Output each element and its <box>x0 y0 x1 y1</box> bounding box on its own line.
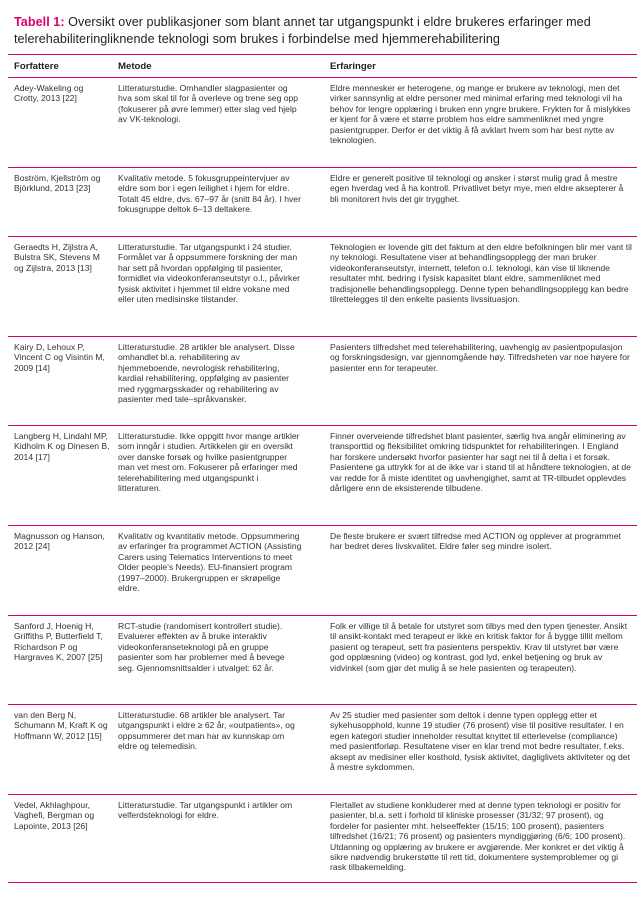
experience-cell: De fleste brukere er svært tilfredse med ACTION og opplever at programmet har bedret deres livskvalitet. Eldre føler seg mindre isolert. <box>316 526 637 616</box>
method-cell: Kvalitativ og kvantitativ metode. Oppsummering av erfaringer fra programmet ACTION (Assisting Carers using Telematics Interventions to meet Older people's Needs). EU-finansiert program (1997–2000). Brukergruppen er skrøpelige eldre. <box>112 526 316 616</box>
author-cell: Langberg H, Lindahl MP, Kidholm K og Dinesen B, 2014 [17] <box>8 426 112 526</box>
experience-cell: Flertallet av studiene konkluderer med at denne typen teknologi er positiv for pasienter, bl.a. sett i forhold til kliniske prosesser (31/32; 97 prosent), og fordeler for pasienter mht. helseeffekter (15/15; 100 prosent), pasienters tilfredshet (16/21; 76 prosent) og pasienters myndiggjøring (6/6; 100 prosent). Utdanning og opplæring av brukere er avgjørende. Mer konkret er det viktig å sikre nødvendig brukerstøtte til rett tid, dokumentere systemproblemer og gi rask tilbakemelding. <box>316 795 637 883</box>
method-cell: RCT-studie (randomisert kontrollert studie). Evaluerer effekten av å bruke interaktiv videokonferanseteknologi på en gruppe pasienter som har problemer med å bevege seg. Gjennomsnittsalder i utvalget: 62 år. <box>112 616 316 705</box>
header-method: Metode <box>112 55 316 78</box>
table-row <box>8 705 637 795</box>
method-cell: Kvalitativ metode. 5 fokusgruppeintervjuer av eldre som bor i egen leilighet i hjem for eldre. Totalt 45 eldre, dvs. 67–97 år (snitt 84 år). I hver fokusgruppe deltok 6–13 deltakere. <box>112 168 316 237</box>
table-row <box>8 337 637 426</box>
author-cell: Adey-Wakeling og Crotty, 2013 [22] <box>8 78 112 168</box>
experience-cell: Eldre er generelt positive til teknologi og ønsker i størst mulig grad å mestre egen hverdag ved å ha kontroll. Privatlivet betyr mye, men eldre aksepterer å bli monitorert hvis det gir trygghet. <box>316 168 637 237</box>
header-author: Forfattere <box>8 55 112 78</box>
experience-cell: Pasienters tilfredshet med telerehabilitering, uavhengig av pasientpopulasjon og forskningsdesign, var gjennomgående høy. Tilfredsheten var noe høyere for pasienter enn for terapeuter. <box>316 337 637 426</box>
experience-cell: Av 25 studier med pasienter som deltok i denne typen opplegg etter et sykehusopphold, kunne 19 studier (76 prosent) vise til positive resultater. I en egen kategori studier inneholder resultat knyttet til etterlevelse (compliance) med pasientforløp. Resultatene viser en klar trend mot bedre resultater, f.eks. aksept av medisiner eller kosthold, fysisk aktivitet, dagliglivets aktiviteter og det å mestre sykdommen. <box>316 705 637 795</box>
table-row <box>8 168 637 237</box>
table-row <box>8 795 637 883</box>
author-cell: Kairy D, Lehoux P, Vincent C og Visintin M, 2009 [14] <box>8 337 112 426</box>
experience-cell: Eldre mennesker er heterogene, og mange er brukere av teknologi, men det virker sannsynlig at eldre personer med minimal erfaring med teknologi vil ha behov for lengre opplæring i bruken enn yngre brukere. Frykten for å mislykkes er kjent for å være et større problem hos eldre sammenliknet med yngre pasientgrupper. Derfor er det viktig å få avklart hvem som har best nytte av teknologien. <box>316 78 637 168</box>
author-cell: Geraedts H, Zijlstra A, Bulstra SK, Stevens M og Zijlstra, 2013 [13] <box>8 237 112 337</box>
author-cell: Sanford J, Hoenig H, Griffiths P, Butterfield T, Richardson P og Hargraves K, 2007 [25] <box>8 616 112 705</box>
method-cell: Litteraturstudie. Tar utgangspunkt i 24 studier. Formålet var å oppsummere forskning der man har sett på hvordan oppfølging til pasienter, formidlet via videokonferanseutstyr o.l., påvirker fysisk aktivitet i hjemmet til eldre voksne med eller uten medisinske tilstander. <box>112 237 316 337</box>
overview-table <box>8 55 637 883</box>
header-row <box>8 55 637 78</box>
method-cell: Litteraturstudie. Omhandler slagpasienter og hva som skal til for å overleve og trene seg opp (fokuserer på øvre lemmer) etter slag ved hjelp av VK-teknologi. <box>112 78 316 168</box>
method-cell: Litteraturstudie. Tar utgangspunkt i artikler om velferdsteknologi for eldre. <box>112 795 316 883</box>
author-cell: Magnusson og Hanson, 2012 [24] <box>8 526 112 616</box>
table-row <box>8 616 637 705</box>
experience-cell: Finner overveiende tilfredshet blant pasienter, særlig hva angår eliminering av transporttid og fleksibilitet omkring tidspunktet for rehabiliteringen. I England har forskere undersøkt hvorfor pasienter har sagt nei til å delta i et forsøk. Pasientene ga uttrykk for at de ikke var i stand til at håndtere teknologien, at de var redde for å miste identitet og uavhengighet, samt at TR-tilbudet opplevdes dårligere enn de eksisterende tilbudene. <box>316 426 637 526</box>
table-caption <box>8 0 637 48</box>
table-caption-text: Oversikt over publikasjoner som blant annet tar utgangspunkt i eldre brukeres erfaringer med telerehabiliteringliknende teknologi som brukes i forbindelse med hjemmerehabilitering <box>14 15 591 46</box>
table-row <box>8 78 637 168</box>
method-cell: Litteraturstudie. 28 artikler ble analysert. Disse omhandlet bl.a. rehabilitering av hjemmeboende, nevrologisk rehabilitering, kardial rehabilitering, oppfølging av pasienter med ryggmargsskader og rehabilitering av pasienter med tale–språkvansker. <box>112 337 316 426</box>
author-cell: Vedel, Akhlaghpour, Vaghefi, Bergman og Lapointe, 2013 [26] <box>8 795 112 883</box>
table-header <box>8 55 637 78</box>
author-cell: Boström, Kjellström og Björklund, 2013 [23] <box>8 168 112 237</box>
author-cell: van den Berg N, Schumann M, Kraft K og Hoffmann W, 2012 [15] <box>8 705 112 795</box>
table-row <box>8 526 637 616</box>
experience-cell: Folk er villige til å betale for utstyret som tilbys med den typen tjenester. Ansikt til ansikt-kontakt med terapeut er ikke en kritisk faktor for å bygge tillit mellom pasient og terapeut, sett fra pasientens perspektiv. Krav til utstyret bør være god opplæsning (video) og kontrast, god lyd, enkel betjening og bruk av vidvinkel (som gjør det mulig å se hele pasienten og terapeuten). <box>316 616 637 705</box>
header-experience: Erfaringer <box>316 55 637 78</box>
experience-cell: Teknologien er lovende gitt det faktum at den eldre befolkningen blir mer vant til ny teknologi. Resultatene viser at behandlingsopplegg der man bruker videokonferanseutstyr, internett, telefon o.l. teknologi, kan vise til liknende resultater mht. bedring i fysisk kapasitet blant eldre, sammenliknet med tradisjonelle behandlingsopplegg. Denne typen behandlingsopplegg kan bedre tilrettelegges til den enkelte pasients livssituasjon. <box>316 237 637 337</box>
table-caption-label: Tabell 1: <box>14 15 65 29</box>
table-row <box>8 237 637 337</box>
table-body <box>8 78 637 883</box>
table-row <box>8 426 637 526</box>
method-cell: Litteraturstudie. Ikke oppgitt hvor mange artikler som inngår i studien. Artikkelen gir en oversikt over danske forsøk og hvilke pasientgrupper man vet mest om. Fokuserer på erfaringer med telerehabilitering med utgangspunkt i litteraturen. <box>112 426 316 526</box>
method-cell: Litteraturstudie. 68 artikler ble analysert. Tar utgangspunkt i eldre ≥ 62 år, «outpatients», og oppsummerer det man har av kunnskap om eldre og telemedisin. <box>112 705 316 795</box>
